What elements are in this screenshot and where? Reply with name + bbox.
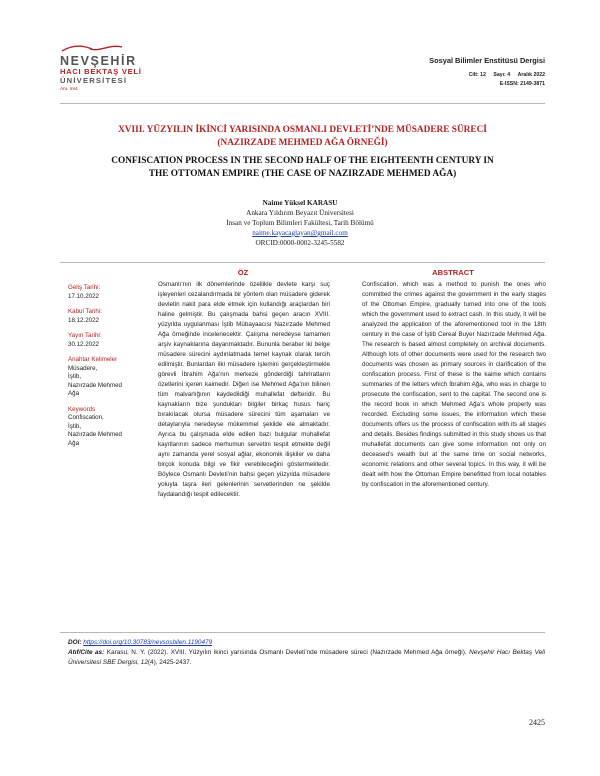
ozet-text: Osmanlı’nın ilk dönemlerinde özellikle devlete karşı suç işleyenleri cezalandırmada bir yöntem olan müsadere giderek devletin nakit para elde etmek için kullandığı araçlardan biri haline gelmiştir. Bu çalışmada bahsi geçen aracın XVIII. yüzyılda uygulanması İştib Mübayaacısı Nazırzade Mehmed Ağa örneğinde incelenecektir. Çalışma neredeyse tamamen arşiv kaynaklarına dayanmaktadır. Bununla beraber iki belge müsadere sürecini aydınlatmada temel kaynak olarak tercih edilmiştir. Bunlardan ilki müsadere işlemini gerçekleştirmekle görevli İbrahim Ağa’nın merkeze gönderdiği tahriratların özetlerini içeren kaimedir. Diğeri ise Mehmed Ağa’nın bilinen tüm malvarlığının kaydedildiği muhallefat defteridir. Bu kaynakların bize şundukları bilgiler birkaç husus hariç bırakılacak olursa müsadere sürecini tüm aşamaları ve detaylarıyla neredeyse mükemmel şekilde ele almaktadır. Ayrıca bu çalışmada elde edilen bazı bulgular muhallefat kayıtlarının sadece merhumun servetini tespit etmekte değil aynı zamanda yerel sosyal ağlar, ekonomik ilişkiler ve daha birçok konuda bilgi ve fikir verebileceğini göstermektedir. Böylece Osmanlı Devleti’nin bahsi geçen yüzyılda müsadere yoluyla taşra ileri gelenlerinin servetlerinden ne şekilde faydalandığı tespit edilecektir. [158,281,330,498]
title-english-line2: THE OTTOMAN EMPIRE (THE CASE OF NAZIRZADE MEHMED AĞA) [148,169,457,179]
title-english-line1: CONFISCATION PROCESS IN THE SECOND HALF OF THE EIGHTEENTH CENTURY IN [111,156,494,166]
sidebar-value-received: 17.10.2022 [68,292,99,300]
journal-volume: Cilt: 12 [468,72,486,78]
keyword-tr: Ağa [68,390,80,397]
title-turkish-line1: XVIII. YÜZYILIN İKİNCİ YARISINDA OSMANLI DEVLETİ’NDE MÜSADERE SÜRECİ [118,125,487,135]
doi-label: DOI: [68,639,82,646]
abstract-heading: ABSTRACT [432,268,474,277]
doi-link[interactable]: https://doi.org/10.30783/nevsosbilen.1190479 [83,639,213,646]
author-block [0,198,600,248]
keyword-tr: Müsadere, [68,364,98,372]
sidebar-label-accepted: Kabul Tarihi: [68,308,102,315]
logo-line-universitesi: ÜNİVERSİTESİ [60,76,128,85]
footer-divider [60,632,545,633]
doi-line [68,638,545,648]
header-divider [60,103,545,104]
sidebar-value-accepted: 18.12.2022 [68,316,99,324]
cite-journal: Nevşehir Hacı Bektaş Veli Üniversitesi SBE Dergisi, 12 [68,649,545,666]
logo-line-subtitle: Aru. Inst. [60,86,79,91]
journal-meta [463,72,545,78]
ozet-heading: ÖZ [237,268,249,277]
page-number: 2425 [529,718,545,727]
keyword-en: Confiscation, [68,414,104,421]
cite-issue-pages: (4), 2425-2437. [147,658,192,666]
abstract-text: Confiscation, which was a method to punish the ones who committed the crimes against the government in the early stages of the Ottoman Empire, gradually turned into one of the tools which the government used to extract cash. In this study, it will be analyzed the application of the aforementioned tool in the 18th century in the case of İştib Cereal Buyer Nazırzade Mehmed Ağa. The research is based almost completely on archival documents. Although lots of other documents were used for the research two documents was chosen as primary sources in clarification of the confiscation process. First of these is the kaime which contains summaries of the letters which İbrahim Ağa, who was in charge to prosecute the confiscation, sent to the capital. The second one is the record book in which Mehmed Ağa’s whole property was recorded. Excluding some issues, the information which these documents offers us the process of confiscation with its all stages and details. Besides findings submitted in this study shows us that muhallefat documents can give some information not only on deceased’s wealth but at the same time on social networks, economic relations and other several topics. In this way, it will be dealt with how the Ottoman Empire benefitted from local notables by confiscation in the aforementioned century. [362,281,546,488]
journal-eissn: E-ISSN: 2149-3871 [499,81,545,87]
keyword-en: Nazırzade Mehmed [68,431,122,438]
sidebar-label-keywords-tr: Anahtar Kelimeler [68,356,118,363]
author-name: Naime Yüksel KARASU [262,199,338,207]
university-logo-mark [60,44,146,52]
logo-line-haci-bektas-veli: HACI BEKTAŞ VELİ [60,67,142,76]
author-faculty: İnsan ve Toplum Bilimleri Fakültesi, Tarih Bölümü [226,219,374,227]
title-turkish-line2: (NAZIRZADE MEHMED AĞA ÖRNEĞİ) [217,138,388,148]
sidebar-value-published: 30.12.2022 [68,340,99,348]
article-info-sidebar [68,284,148,448]
sidebar-label-received: Geliş Tarihi: [68,284,101,291]
keyword-tr: İştib, [68,373,82,380]
sidebar-label-keywords-en: Keywords [68,405,96,413]
journal-issue: Sayı: 4 [493,72,511,78]
title-english [60,155,545,181]
journal-date: Aralık 2022 [517,72,545,78]
author-university: Ankara Yıldırım Beyazıt Üniversitesi [246,209,354,217]
journal-name: Sosyal Bilimler Enstitüsü Dergisi [429,56,545,65]
cite-text: Karasu, N. Y. (2022). XVIII. Yüzyılın ikinci yarısında Osmanlı Devleti’nde müsadere süreci (Nazırzade Mehmed Ağa örneği). [106,649,467,656]
keyword-en: Ağa [68,439,80,447]
title-turkish [60,124,545,150]
sidebar-label-published: Yayın Tarihi: [68,332,102,339]
body-divider [60,262,545,263]
keyword-en: İştib, [68,422,82,430]
cite-label: Atıf/Cite as: [68,649,105,656]
logo-line-nevsehir: NEVŞEHİR [60,54,137,68]
citation [68,648,545,667]
author-orcid: ORCID:0000-0002-3245-5582 [255,239,345,247]
keyword-tr: Nazırzade Mehmed [68,381,122,389]
author-email-link[interactable]: naime.kayacaglayan@gmail.com [252,229,348,237]
